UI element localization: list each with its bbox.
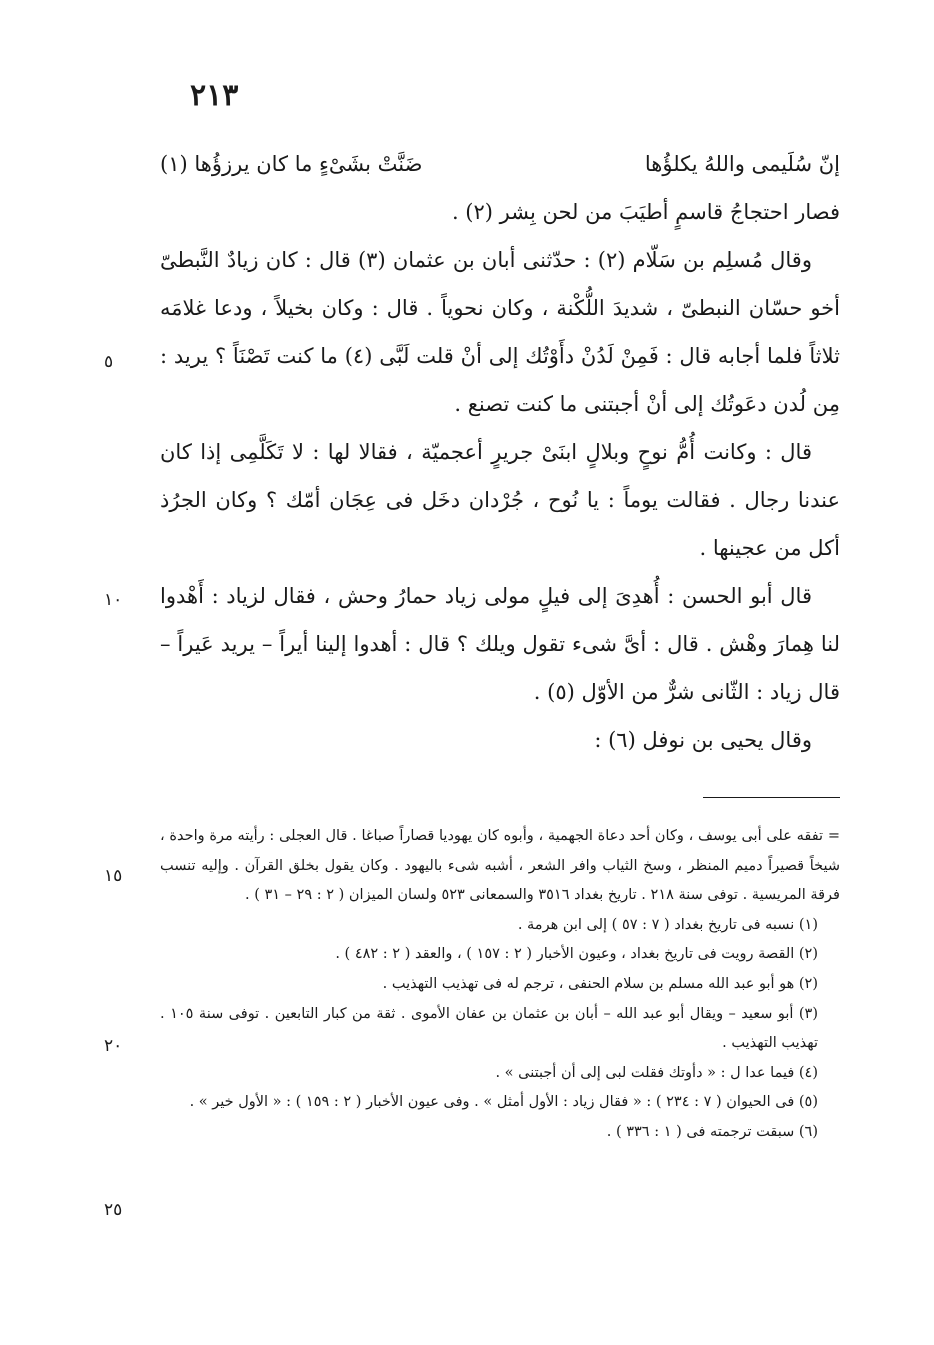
verse-line bbox=[160, 140, 840, 188]
main-text bbox=[160, 140, 840, 764]
paragraph-5: وقال يحيى بن نوفل (٦) : bbox=[594, 728, 812, 752]
paragraph-3: قال : وكانت أُمُّ نوحٍ وبلالٍ ابنَىْ جريرٍ أعجميّة ، فقالا لها : لا تَكَلَّمِى إذا كان عندنا رجال . فقالت يوماً : يا نُوح ، جُرْدان دخَل فى عِجَان أمّك ؟ وكان الجرُذ أكل من عجينها . bbox=[160, 440, 840, 560]
line-number-15: ١٥ bbox=[104, 866, 123, 886]
footnote-divider bbox=[703, 797, 840, 798]
line-number-20: ٢٠ bbox=[104, 1036, 123, 1056]
footnote-3: (٣) أبو سعيد – ويقال أبو عبد الله – أبان بن عثمان بن عفان الأموى . ثقة من كبار التابعين . توفى سنة ١٠٥ . تهذيب التهذيب . bbox=[160, 1005, 819, 1052]
footnote-2b: (٢) هو أبو عبد الله مسلم بن سلام الحنفى ، ترجم له فى تهذيب التهذيب . bbox=[382, 975, 818, 992]
paragraph-1: فصار احتجاجُ قاسمٍ أطيَبَ من لحن بِشر (٢) . bbox=[451, 200, 840, 224]
footnote-4: (٤) فيما عدا ل : « دأوتك فقلت لبى إلى أن أجبتنى » . bbox=[495, 1064, 818, 1081]
footnotes bbox=[160, 822, 840, 1148]
footnote-continuation: = تفقه على أبى يوسف ، وكان أحد دعاة الجهمية ، وأبوه كان يهوديا قصاراً صباغا . قال العجلى : رأيته مرة واحدة ، شيخاً قصيراً دميم المنظر ، وسخ الثياب وافر الشعر ، أشبه شىء باليهود . وكان يقول بخلق القرآن . وإليه تنسب فرقة المريسية . توفى سنة ٢١٨ . تاريخ بغداد ٣٥١٦ والسمعانى ٥٢٣ ولسان الميزان ( ٢ : ٢٩ – ٣١ ) . bbox=[160, 828, 840, 904]
footnote-1: (١) نسبه فى تاريخ بغداد ( ٧ : ٥٧ ) إلى ابن هرمة . bbox=[517, 916, 818, 933]
page-number: ٢١٣ bbox=[190, 78, 239, 113]
footnote-6: (٦) سبقت ترجمته فى ( ١ : ٣٣٦ ) . bbox=[606, 1123, 818, 1140]
line-number-25: ٢٥ bbox=[104, 1200, 123, 1220]
paragraph-4: قال أبو الحسن : أُهدِىَ إلى فيلٍ مولى زياد حمارُ وحش ، فقال لزياد : أَهْدوا لنا هِمارَ وهْش . قال : أىَّ شىء تقول ويلك ؟ قال : أهدوا إلينا أيراً – يريد عَيراً – قال زياد : الثّانى شرٌّ من الأوّل (٥) . bbox=[160, 584, 840, 704]
line-number-10: ١٠ bbox=[104, 590, 123, 610]
footnote-2a: (٢) القصة رويت فى تاريخ بغداد ، وعيون الأخبار ( ٢ : ١٥٧ ) ، والعقد ( ٢ : ٤٨٢ ) . bbox=[335, 946, 818, 963]
verse-first-hemistich: إنّ سُلَيمى واللهُ يكلؤُها bbox=[644, 152, 840, 176]
verse-second-hemistich: ضَنَّتْ بشَىْءٍ ما كان يرزؤُها (١) bbox=[160, 152, 423, 176]
footnote-5: (٥) فى الحيوان ( ٧ : ٢٣٤ ) : « فقال زياد : الأول أمثل » . وفى عيون الأخبار ( ٢ : ١٥٩ ) : « الأول خير » . bbox=[189, 1094, 818, 1111]
paragraph-2: وقال مُسلِم بن سَلّام (٢) : حدّثنى أبان بن عثمان (٣) قال : كان زيادٌ النَّبطىّ أخو حسّان النبطىّ ، شديدَ اللُّكْنة ، وكان نحوياً . قال : وكان بخيلاً ، ودعا غلامَه ثلاثاً فلما أجابه قال : فَمِنْ لَدُنْ دأَوْتُك إلى أنْ قلت لَبَّى (٤) ما كنت تَصْنَاً ؟ يريد : مِن لُدن دعَوتُك إلى أنْ أجبتنى ما كنت تصنع . bbox=[160, 248, 840, 416]
line-number-5: ٥ bbox=[104, 352, 114, 372]
